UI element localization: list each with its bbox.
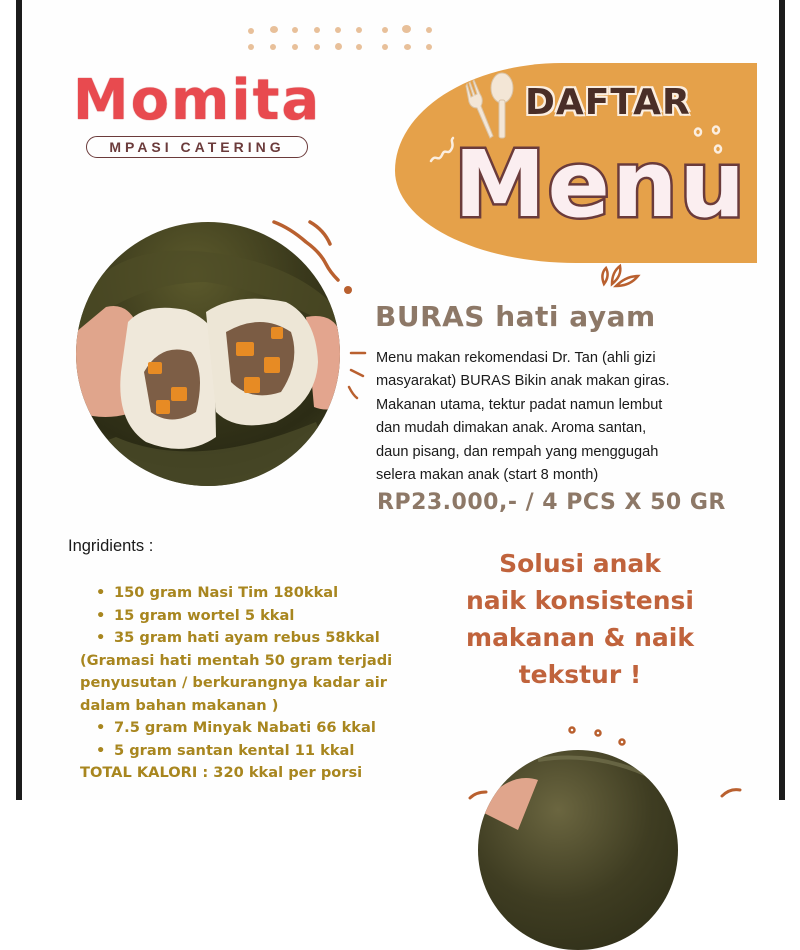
accent-marks-icon bbox=[440, 780, 750, 800]
ingredient-item: • 150 gram Nasi Tim 180kkal bbox=[80, 582, 440, 605]
description-line: Menu makan rekomendasi Dr. Tan (ahli gizi bbox=[376, 350, 656, 366]
slogan-line: naik konsistensi bbox=[466, 586, 694, 615]
description-line: selera makan anak (start 8 month) bbox=[376, 467, 599, 484]
ingredients-list bbox=[80, 582, 440, 785]
header-title: Menu bbox=[454, 131, 747, 238]
decorative-dots bbox=[240, 20, 450, 52]
slogan-line: makanan & naik bbox=[466, 623, 694, 652]
product-price: RP23.000,- / 4 PCS X 50 GR bbox=[377, 490, 726, 515]
slogan-line: tekstur ! bbox=[518, 660, 642, 689]
product-description bbox=[376, 347, 756, 487]
ingredient-note: penyusutan / berkurangnya kadar air bbox=[80, 674, 387, 691]
ingredient-note: (Gramasi hati mentah 50 gram terjadi bbox=[80, 651, 393, 669]
ingredient-item: • 5 gram santan kental 11 kkal bbox=[80, 740, 440, 763]
frame-border-right bbox=[779, 0, 785, 800]
sprout-icon bbox=[598, 262, 642, 288]
slogan-line: Solusi anak bbox=[499, 549, 661, 578]
ingredient-item: • 15 gram wortel 5 kkal bbox=[80, 605, 440, 628]
ingredient-item: • 35 gram hati ayam rebus 58kkal bbox=[80, 627, 440, 650]
header-kicker: DAFTAR bbox=[525, 82, 691, 123]
brand-logo bbox=[72, 70, 322, 158]
ingredient-item: • 7.5 gram Minyak Nabati 66 kkal bbox=[80, 717, 440, 740]
slogan bbox=[445, 545, 715, 693]
ingredients-label: Ingridients : bbox=[68, 537, 154, 555]
description-line: masyarakat) BURAS Bikin anak makan giras. bbox=[376, 373, 670, 390]
squiggle-icon bbox=[428, 135, 456, 165]
product-name: BURAS hati ayam bbox=[375, 300, 656, 333]
ingredient-note: dalam bahan makanan ) bbox=[80, 696, 279, 714]
description-line: daun pisang, dan rempah yang menggugah bbox=[376, 443, 659, 460]
total-calories: TOTAL KALORI : 320 kkal per porsi bbox=[80, 764, 363, 781]
accent-dashes-icon bbox=[270, 218, 360, 300]
description-line: Makanan utama, tektur padat namun lembut bbox=[376, 396, 663, 413]
logo-subtitle: MPASI CATERING bbox=[86, 136, 308, 158]
description-line: dan mudah dimakan anak. Aroma santan, bbox=[376, 420, 647, 437]
accent-marks-icon bbox=[345, 345, 375, 405]
accent-dots-icon bbox=[560, 722, 630, 752]
logo-title: Momita bbox=[72, 68, 322, 133]
